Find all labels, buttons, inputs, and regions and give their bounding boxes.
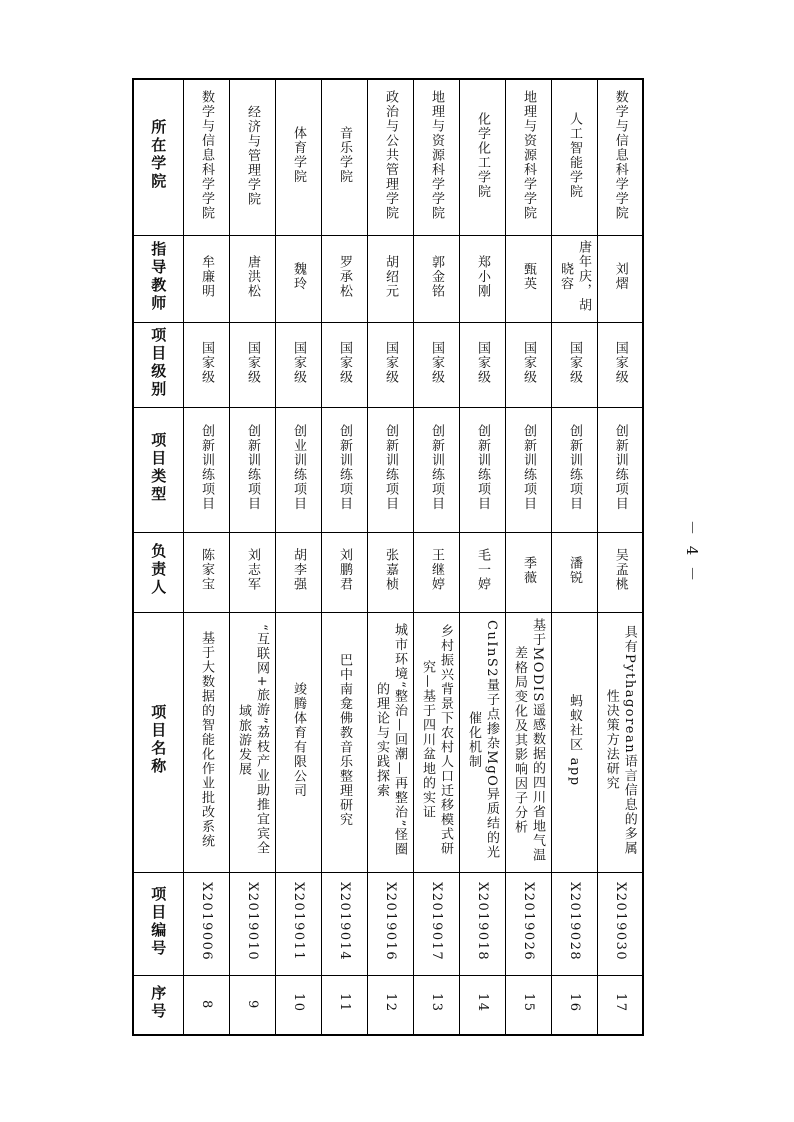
cell-type: 创新训练项目 (459, 407, 505, 532)
cell-seq: 12 (367, 975, 413, 1035)
cell-name: 城市环境“整治—回潮—再整治”怪圈的理论与实践探索 (367, 612, 413, 872)
cell-college: 人工智能学院 (551, 79, 597, 235)
cell-advisor: 甄英 (505, 235, 551, 322)
cell-college: 化学化工学院 (459, 79, 505, 235)
cell-name: 乡村振兴背景下农村人口迁移模式研究—基于四川盆地的实证 (413, 612, 459, 872)
cell-level: 国家级 (229, 322, 275, 407)
type-row (133, 407, 643, 532)
cell-advisor: 牟廉明 (183, 235, 229, 322)
header-advisor: 指导教师 (133, 235, 183, 322)
cell-advisor: 刘熠 (597, 235, 643, 322)
cell-level: 国家级 (321, 322, 367, 407)
cell-code: X2019026 (505, 872, 551, 975)
cell-leader: 毛一婷 (459, 532, 505, 612)
page-number: － 4 － (683, 520, 701, 585)
cell-seq: 14 (459, 975, 505, 1035)
level-row (133, 322, 643, 407)
cell-leader: 刘志军 (229, 532, 275, 612)
cell-type: 创新训练项目 (367, 407, 413, 532)
cell-seq: 16 (551, 975, 597, 1035)
header-leader: 负责人 (133, 532, 183, 612)
cell-name: 基于大数据的智能化作业批改系统 (183, 612, 229, 872)
cell-name: 基于MODIS遥感数据的四川省地气温差格局变化及其影响因子分析 (505, 612, 551, 872)
cell-level: 国家级 (275, 322, 321, 407)
project-table (132, 78, 644, 1036)
cell-college: 地理与资源科学学院 (505, 79, 551, 235)
cell-type: 创新训练项目 (505, 407, 551, 532)
cell-college: 数学与信息科学学院 (183, 79, 229, 235)
cell-code: X2019016 (367, 872, 413, 975)
cell-college: 数学与信息科学学院 (597, 79, 643, 235)
cell-advisor: 胡绍元 (367, 235, 413, 322)
name-row (133, 612, 643, 872)
cell-advisor: 罗承松 (321, 235, 367, 322)
cell-level: 国家级 (551, 322, 597, 407)
cell-leader: 张嘉桢 (367, 532, 413, 612)
cell-college: 音乐学院 (321, 79, 367, 235)
header-college: 所在学院 (133, 79, 183, 235)
cell-advisor: 郑小刚 (459, 235, 505, 322)
cell-seq: 17 (597, 975, 643, 1035)
leader-row (133, 532, 643, 612)
header-code: 项目编号 (133, 872, 183, 975)
cell-code: X2019006 (183, 872, 229, 975)
cell-code: X2019017 (413, 872, 459, 975)
cell-code: X2019011 (275, 872, 321, 975)
cell-seq: 11 (321, 975, 367, 1035)
cell-code: X2019014 (321, 872, 367, 975)
cell-seq: 13 (413, 975, 459, 1035)
cell-college: 经济与管理学院 (229, 79, 275, 235)
cell-seq: 8 (183, 975, 229, 1035)
cell-leader: 吴孟桃 (597, 532, 643, 612)
cell-college: 政治与公共管理学院 (367, 79, 413, 235)
cell-level: 国家级 (413, 322, 459, 407)
seq-row (133, 975, 643, 1035)
cell-advisor: 唐年庆，胡晓容 (551, 235, 597, 322)
header-type: 项目类型 (133, 407, 183, 532)
header-seq: 序号 (133, 975, 183, 1035)
cell-code: X2019028 (551, 872, 597, 975)
cell-seq: 9 (229, 975, 275, 1035)
header-name: 项目名称 (133, 612, 183, 872)
cell-name: 蚂蚁社区 app (551, 612, 597, 872)
cell-leader: 陈家宝 (183, 532, 229, 612)
code-row (133, 872, 643, 975)
cell-type: 创新训练项目 (183, 407, 229, 532)
cell-type: 创新训练项目 (321, 407, 367, 532)
cell-college: 体育学院 (275, 79, 321, 235)
cell-level: 国家级 (183, 322, 229, 407)
college-row (133, 79, 643, 235)
cell-seq: 10 (275, 975, 321, 1035)
cell-level: 国家级 (505, 322, 551, 407)
header-level: 项目级别 (133, 322, 183, 407)
cell-advisor: 郭金铭 (413, 235, 459, 322)
cell-advisor: 唐洪松 (229, 235, 275, 322)
cell-name: 具有Pythagorean语言信息的多属性决策方法研究 (597, 612, 643, 872)
cell-name: “互联网+旅游”荔枝产业助推宜宾全域旅游发展 (229, 612, 275, 872)
cell-name: 巴中南龛佛教音乐整理研究 (321, 612, 367, 872)
cell-leader: 刘鹏君 (321, 532, 367, 612)
cell-level: 国家级 (459, 322, 505, 407)
cell-college: 地理与资源科学学院 (413, 79, 459, 235)
cell-leader: 潘锐 (551, 532, 597, 612)
cell-level: 国家级 (367, 322, 413, 407)
cell-code: X2019030 (597, 872, 643, 975)
cell-code: X2019018 (459, 872, 505, 975)
cell-type: 创新训练项目 (551, 407, 597, 532)
cell-name: 竣腾体育有限公司 (275, 612, 321, 872)
cell-code: X2019010 (229, 872, 275, 975)
cell-type: 创业训练项目 (275, 407, 321, 532)
cell-type: 创新训练项目 (413, 407, 459, 532)
advisor-row (133, 235, 643, 322)
cell-leader: 王继婷 (413, 532, 459, 612)
cell-name: CuInS2量子点掺杂MgO异质结的光催化机制 (459, 612, 505, 872)
cell-advisor: 魏玲 (275, 235, 321, 322)
cell-type: 创新训练项目 (229, 407, 275, 532)
cell-type: 创新训练项目 (597, 407, 643, 532)
cell-leader: 季薇 (505, 532, 551, 612)
cell-level: 国家级 (597, 322, 643, 407)
cell-seq: 15 (505, 975, 551, 1035)
cell-leader: 胡李强 (275, 532, 321, 612)
